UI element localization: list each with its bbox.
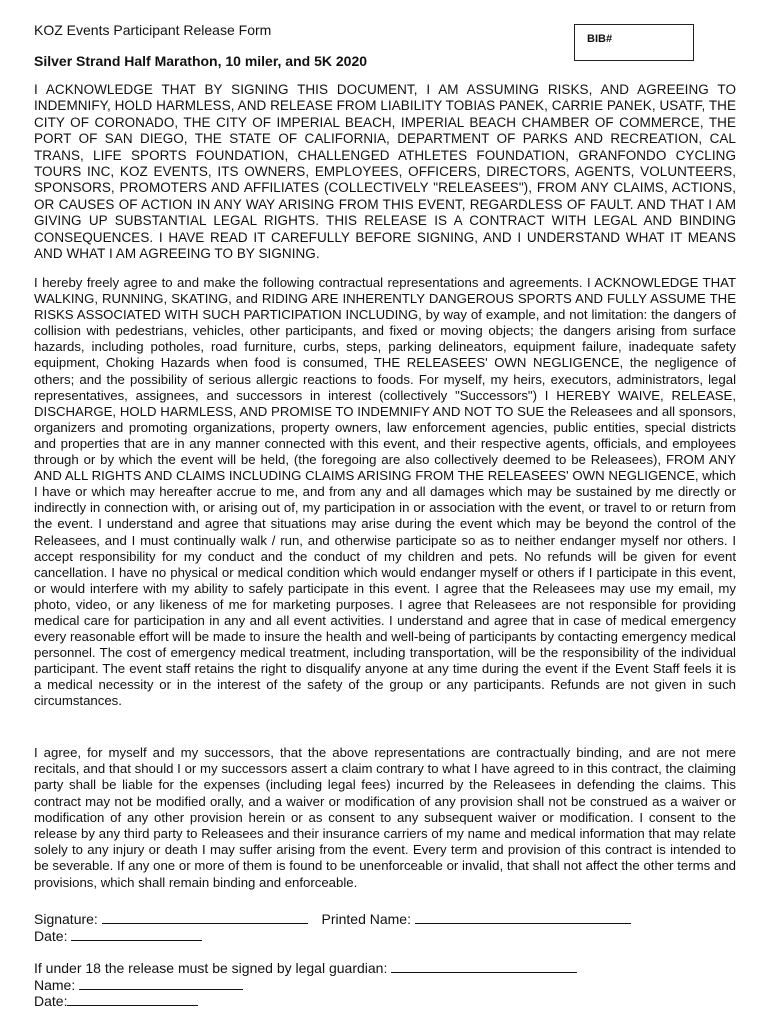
guardian-name-row: [34, 976, 243, 993]
date-field[interactable]: [71, 927, 202, 941]
date-row: [34, 927, 202, 944]
guardian-date-field[interactable]: [67, 992, 198, 1006]
agreement-paragraph: I hereby freely agree to and make the following contractual representations and agreements. I ACKNOWLEDGE THAT WALKING, RUNNING, SKATING, and RIDING ARE INHERENTLY DANGEROUS SPORTS AND FULLY ASSUME THE RISKS ASSOCIATED WITH SUCH PARTICIPATION INCLUDING, by way of example, and not limitation: the dangers of collision with pedestrians, vehicles, other participants, and fixed or moving objects; the dangers arising from surface hazards, including potholes, road furniture, curbs, steps, parking delineators, equipment failure, inadequate safety equipment, Choking Hazards when food is consumed, THE RELEASEES' OWN NEGLIGENCE, the negligence of others; and the possibility of serious allergic reactions to foods. For myself, my heirs, executors, administrators, legal representatives, assignees, and successors in interest (collectively "Successors") I HEREBY WAIVE, RELEASE, DISCHARGE, HOLD HARMLESS, AND PROMISE TO INDEMNIFY AND NOT TO SUE the Releasees and all sponsors, organizers and promoting organizations, property owners, law enforcement agencies, public entities, special districts and properties that are in any manner connected with this event, and their respective agents, officials, and employees through or by which the event will be held, (the foregoing are also collectively deemed to be Releasees), FROM ANY AND ALL RIGHTS AND CLAIMS INCLUDING CLAIMS ARISING FROM THE RELEASEES' OWN NEGLIGENCE, which I have or which may hereafter accrue to me, and from any and all damages which may be sustained by me directly or indirectly in connection with, or arising out of, my participation in or association with the event, or travel to or return from the event. I understand and agree that situations may arise during the event which may be beyond the control of the Releasees, and I must continually walk / run, and otherwise participate so as to neither endanger myself nor others. I accept responsibility for my conduct and the conduct of my children and pets. No refunds will be given for event cancellation. I have no physical or medical condition which would endanger myself or others if I participate in this event, or would interfere with my ability to safely participate in this event. I agree that the Releasees may use my email, my photo, video, or any likeness of me for marketing purposes. I agree that Releasees are not responsible for providing medical care for participation in any and all event activities. I understand and agree that in case of medical emergency every reasonable effort will be made to insure the health and well-being of participants by contacting emergency medical personnel. The cost of emergency medical treatment, including transportation, will be the responsibility of the individual participant. The event staff retains the right to disqualify anyone at any time during the event if the Event Staff feels it is a medical necessity or in the interest of the safety of the group or any participants. Refunds are not given in such circumstances.: [34, 275, 736, 709]
guardian-signature-field[interactable]: [391, 959, 577, 973]
date-label: Date:: [34, 928, 68, 944]
guardian-row: [34, 959, 577, 976]
printed-name-field[interactable]: [415, 910, 631, 924]
signature-label: Signature:: [34, 911, 98, 927]
guardian-name-field[interactable]: [79, 976, 243, 990]
printed-name-label: Printed Name:: [321, 911, 411, 927]
acknowledgement-paragraph: I ACKNOWLEDGE THAT BY SIGNING THIS DOCUMENT, I AM ASSUMING RISKS, AND AGREEING TO INDEMNIFY, HOLD HARMLESS, AND RELEASE FROM LIABILITY TOBIAS PANEK, CARRIE PANEK, USATF, THE CITY OF CORONADO, THE CITY OF IMPERIAL BEACH, IMPERIAL BEACH CHAMBER OF COMMERCE, THE PORT OF SAN DIEGO, THE STATE OF CALIFORNIA, DEPARTMENT OF PARKS AND RECREATION, CAL TRANS, LIFE SPORTS FOUNDATION, CHALLENGED ATHLETES FOUNDATION, GRANFONDO CYCLING TOURS INC, KOZ EVENTS, ITS OWNERS, EMPLOYEES, OFFICERS, DIRECTORS, AGENTS, VOLUNTEERS, SPONSORS, PROMOTERS AND AFFILIATES (COLLECTIVELY "RELEASEES"), FROM ANY CLAIMS, ACTIONS, OR CAUSES OF ACTION IN ANY WAY ARISING FROM THIS EVENT, REGARDLESS OF FAULT. AND THAT I AM GIVING UP SUBSTANTIAL LEGAL RIGHTS. THIS RELEASE IS A CONTRACT WITH LEGAL AND BINDING CONSEQUENCES. I HAVE READ IT CAREFULLY BEFORE SIGNING, AND I UNDERSTAND WHAT IT MEANS AND WHAT I AM AGREEING TO BY SIGNING.: [34, 82, 736, 262]
binding-terms-paragraph: I agree, for myself and my successors, that the above representations are contractually binding, and are not mere recitals, and that should I or my successors assert a claim contrary to what I have agreed to in this contract, the claiming party shall be liable for the expenses (including legal fees) incurred by the Releasees in defending the claims. This contract may not be modified orally, and a waiver or modification of any provision shall not be construed as a waiver or modification of any other provision herein or as consent to any subsequent waiver or modification. I consent to the release by any third party to Releasees and their insurance carriers of my name and medical information that may relate solely to any injury or death I may suffer arising from the event. Every term and provision of this contract is intended to be severable. If any one or more of them is found to be unenforceable or invalid, that shall not affect the other terms and provisions, which shall remain binding and enforceable.: [34, 745, 736, 890]
bib-number-field[interactable]: [574, 24, 694, 61]
signature-row: [34, 910, 631, 927]
guardian-label: If under 18 the release must be signed by legal guardian:: [34, 960, 388, 976]
bib-label: BIB#: [587, 33, 613, 45]
guardian-date-row: [34, 992, 198, 1009]
guardian-name-label: Name:: [34, 977, 76, 993]
guardian-date-label: Date:: [34, 993, 68, 1009]
signature-field[interactable]: [102, 910, 308, 924]
form-title: KOZ Events Participant Release Form: [34, 22, 272, 38]
event-title: Silver Strand Half Marathon, 10 miler, and 5K 2020: [34, 53, 368, 69]
